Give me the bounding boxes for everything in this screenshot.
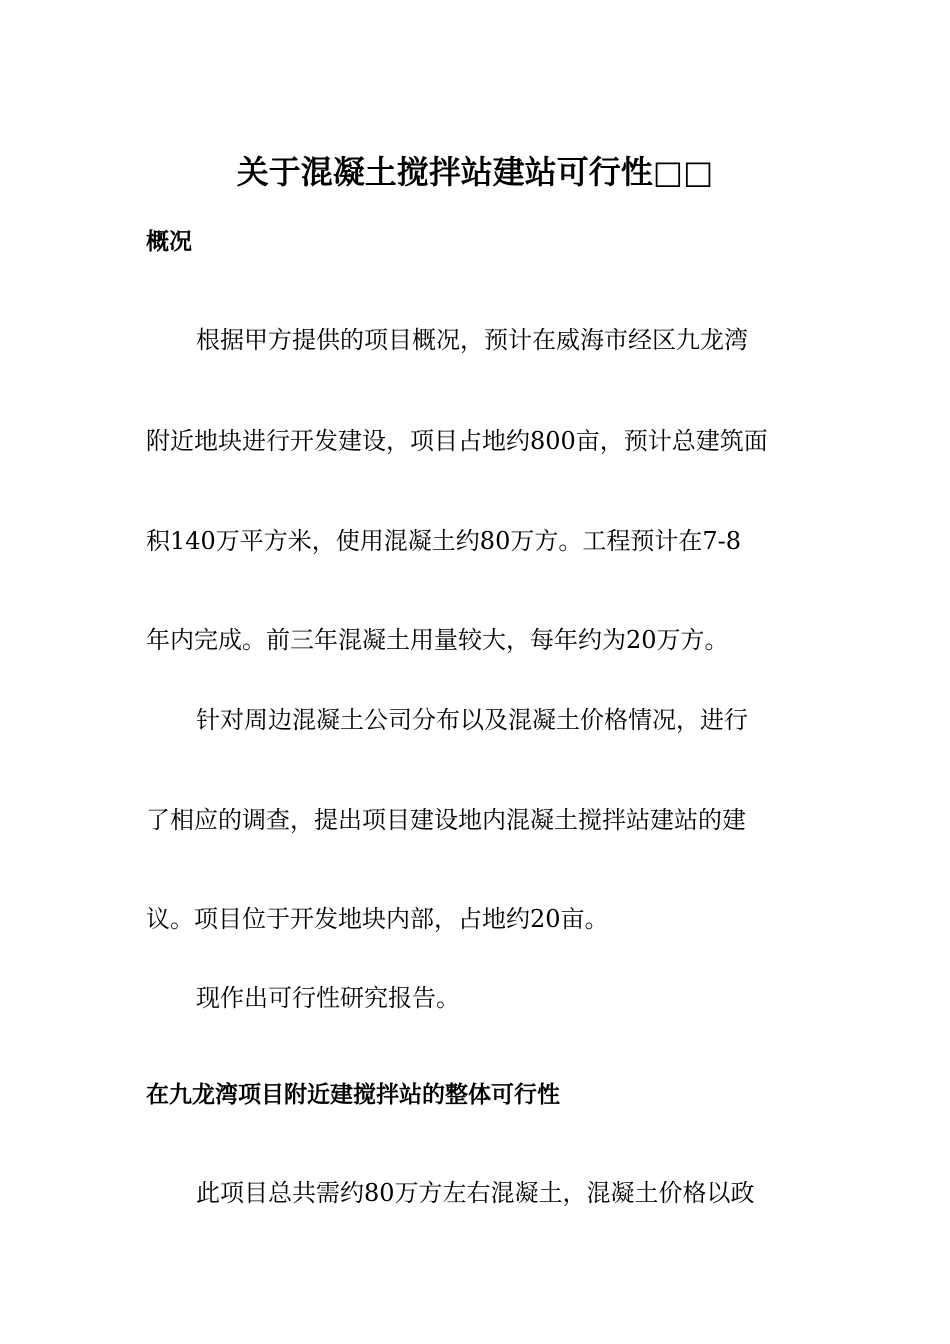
section-heading-feasibility: 在九龙湾项目附近建搅拌站的整体可行性 bbox=[146, 1082, 560, 1108]
paragraph-line: 此项目总共需约80万方左右混凝土，混凝土价格以政 bbox=[196, 1179, 755, 1207]
paragraph-line: 年内完成。前三年混凝土用量较大，每年约为20万方。 bbox=[146, 626, 729, 654]
document-title: 关于混凝土搅拌站建站可行性□□ bbox=[236, 153, 714, 191]
paragraph-line: 议。项目位于开发地块内部，占地约20亩。 bbox=[146, 905, 609, 933]
paragraph-line: 现作出可行性研究报告。 bbox=[196, 984, 460, 1012]
paragraph-line: 根据甲方提供的项目概况，预计在威海市经区九龙湾 bbox=[196, 326, 748, 354]
paragraph-line: 附近地块进行开发建设，项目占地约800亩，预计总建筑面 bbox=[146, 427, 768, 455]
paragraph-line: 积140万平方米，使用混凝土约80万方。工程预计在7-8 bbox=[146, 527, 741, 555]
paragraph-line: 了相应的调查，提出项目建设地内混凝土搅拌站建站的建 bbox=[146, 806, 746, 834]
paragraph-line: 针对周边混凝土公司分布以及混凝土价格情况，进行 bbox=[196, 706, 748, 734]
section-heading-overview: 概况 bbox=[146, 229, 192, 255]
